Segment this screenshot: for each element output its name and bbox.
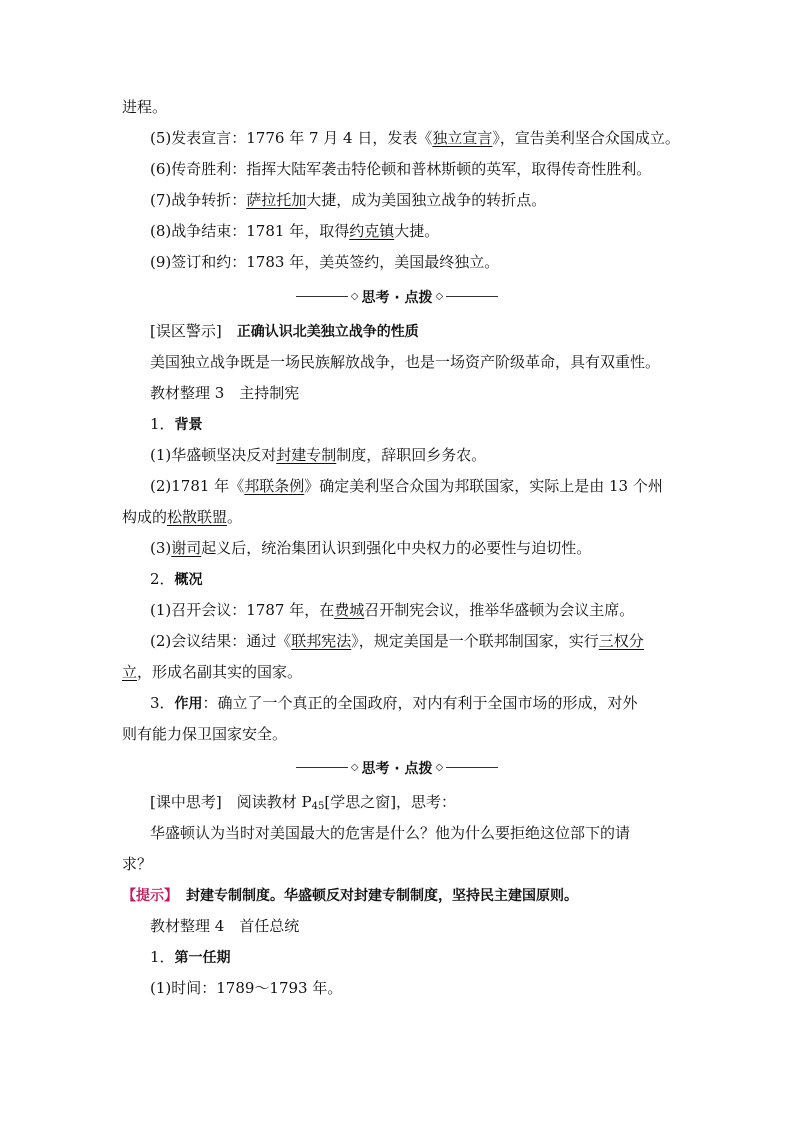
underlined-term: 松散联盟 (167, 508, 228, 526)
text-line: 构成的松散联盟。 (122, 508, 243, 526)
diamond-icon: ◇ (435, 291, 444, 302)
warning-heading: [误区警示] 正确认识北美独立战争的性质 (150, 322, 419, 340)
underlined-term: 萨拉托加 (246, 191, 307, 209)
text-line: (8)战争结束：1781 年，取得约克镇大捷。 (150, 222, 440, 240)
underlined-term: 三权分 (598, 632, 644, 650)
underlined-term: 联邦宪法 (291, 632, 352, 650)
text-line: (2)会议结果：通过《联邦宪法》，规定美国是一个联邦制国家，实行三权分 (150, 632, 644, 650)
text-line: 3．作用：确立了一个真正的全国政府，对内有利于全国市场的形成，对外 (150, 694, 638, 712)
text-line: 求？ (122, 855, 153, 873)
text-line: (1)时间：1789～1793 年。 (150, 979, 343, 997)
hint-line: 【提示】 封建专制制度。华盛顿反对封建专制制度，坚持民主建国原则。 (122, 888, 579, 904)
thinking-prompt: [课中思考] 阅读教材 $P_{45}$[学思之窗]，思考： (150, 793, 457, 812)
section-heading: 教材整理 4 首任总统 (150, 917, 300, 935)
text-line: 美国独立战争既是一场民族解放战争，也是一场资产阶级革命，具有双重性。 (150, 353, 661, 371)
text-line: (2)1781 年《邦联条例》确定美利坚合众国为邦联国家，实际上是由 13 个州 (150, 477, 663, 495)
text-line: 华盛顿认为当时对美国最大的危害是什么？他为什么要拒绝这位部下的请 (150, 824, 631, 842)
subsection-heading: 2．概况 (150, 570, 203, 588)
underlined-term: 邦联条例 (244, 477, 305, 495)
subsection-heading: 1．第一任期 (150, 948, 231, 966)
text-line: (6)传奇胜利：指挥大陆军袭击特伦顿和普林斯顿的英军，取得传奇性胜利。 (150, 160, 652, 178)
underlined-term: 立 (122, 663, 138, 681)
subsection-heading: 1．背景 (150, 415, 203, 433)
diamond-icon: ◇ (350, 762, 359, 773)
text-line: 进程。 (122, 98, 168, 116)
text-line: (1)华盛顿坚决反对封建专制制度，辞职回乡务农。 (150, 446, 487, 464)
diamond-icon: ◇ (435, 762, 444, 773)
underlined-term: 约克镇 (349, 222, 395, 240)
section-divider: ◇ 思考 · 点拨 ◇ (0, 281, 794, 312)
text-line: 立，形成名副其实的国家。 (122, 663, 303, 681)
section-heading: 教材整理 3 主持制宪 (150, 384, 300, 402)
text-line: (9)签订和约：1783 年，美英签约，美国最终独立。 (150, 253, 500, 271)
text-line: (5)发表宣言：1776 年 7 月 4 日，发表《独立宣言》，宣告美利坚合众国成立。 (150, 129, 680, 147)
section-divider: ◇ 思考 · 点拨 ◇ (0, 752, 794, 783)
underlined-term: 费城 (334, 601, 365, 619)
text-line: (1)召开会议：1787 年，在费城召开制宪会议，推举华盛顿为会议主席。 (150, 601, 635, 619)
underlined-term: 谢司 (171, 539, 202, 557)
text-line: (3)谢司起义后，统治集团认识到强化中央权力的必要性与迫切性。 (150, 539, 592, 557)
underlined-term: 独立宣言 (432, 129, 493, 147)
text-line: 则有能力保卫国家安全。 (122, 725, 288, 743)
diamond-icon: ◇ (350, 291, 359, 302)
underlined-term: 封建专制 (276, 446, 337, 464)
text-line: (7)战争转折：萨拉托加大捷，成为美国独立战争的转折点。 (150, 191, 547, 209)
